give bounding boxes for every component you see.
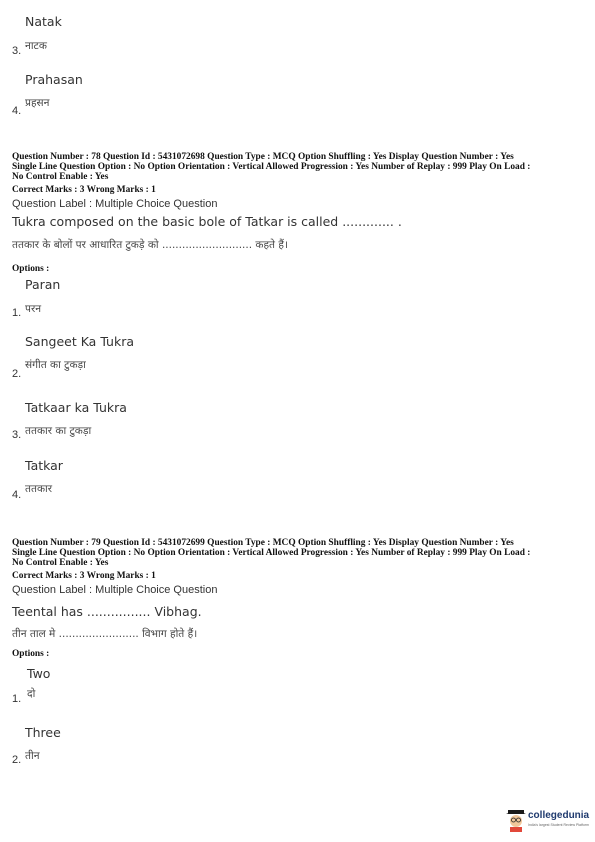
option-3-hindi: नाटक [25, 40, 47, 52]
q79-option-2-hindi: तीन [25, 750, 40, 762]
q79-meta-line1: Question Number : 79 Question Id : 5431072699 Question Type : MCQ Option Shuffling : Yes Display Question Number : Yes [12, 538, 514, 548]
q78-marks: Correct Marks : 3 Wrong Marks : 1 [12, 185, 156, 195]
option-4-number: 4. [12, 105, 22, 117]
q78-question-text-english: Tukra composed on the basic bole of Tatkar is called ............. . [12, 214, 402, 229]
option-3-english: Natak [25, 14, 62, 29]
q78-options-heading: Options : [12, 264, 50, 274]
q79-option-2-number[interactable]: 2. [12, 754, 22, 766]
q79-option-1-english: Two [27, 666, 51, 681]
q78-option-1-english: Paran [25, 277, 61, 292]
q79-options-heading: Options : [12, 649, 50, 659]
q78-option-4-hindi: ततकार [25, 483, 53, 495]
q79-option-1-number[interactable]: 1. [12, 693, 22, 705]
q79-meta-line3: No Control Enable : Yes [12, 558, 109, 568]
q78-question-text-hindi: ततकार के बोलों पर आधारित टुकड़े को ........................... कहते हैं। [12, 239, 288, 251]
q78-option-1-number[interactable]: 1. [12, 307, 22, 319]
q78-meta-line1: Question Number : 78 Question Id : 5431072698 Question Type : MCQ Option Shuffling : Yes Display Question Number : Yes [12, 152, 514, 162]
q78-option-3-english: Tatkaar ka Tukra [25, 400, 127, 415]
logo-tagline: India's largest Student Review Platform [528, 823, 589, 827]
q78-meta-line2: Single Line Question Option : No Option Orientation : Vertical Allowed Progression : Yes Number of Replay : 999 Play On Load : [12, 162, 531, 172]
q78-option-4-number[interactable]: 4. [12, 489, 22, 501]
q78-option-2-hindi: संगीत का टुकड़ा [25, 359, 86, 371]
option-3-number: 3. [12, 45, 22, 57]
q79-question-label: Question Label : Multiple Choice Question [12, 584, 218, 596]
q78-option-1-hindi: परन [25, 303, 42, 315]
q78-option-2-number[interactable]: 2. [12, 368, 22, 380]
collegedunia-logo [506, 808, 590, 834]
option-4-hindi: प्रहसन [25, 97, 50, 109]
q78-question-label: Question Label : Multiple Choice Question [12, 198, 218, 210]
q79-meta-line2: Single Line Question Option : No Option Orientation : Vertical Allowed Progression : Yes Number of Replay : 999 Play On Load : [12, 548, 531, 558]
q79-question-text-hindi: तीन ताल मे ........................ विभाग होते हैं। [12, 628, 198, 640]
mascot-icon [506, 808, 526, 832]
q78-option-3-hindi: ततकार का टुकड़ा [25, 425, 92, 437]
q78-option-2-english: Sangeet Ka Tukra [25, 334, 135, 349]
q78-meta-line3: No Control Enable : Yes [12, 172, 109, 182]
q78-option-3-number[interactable]: 3. [12, 429, 22, 441]
q78-option-4-english: Tatkar [25, 458, 63, 473]
q79-option-1-hindi: दो [27, 688, 36, 700]
option-4-english: Prahasan [25, 72, 83, 87]
q79-question-text-english: Teental has ................ Vibhag. [12, 604, 202, 619]
q79-marks: Correct Marks : 3 Wrong Marks : 1 [12, 571, 156, 581]
q79-option-2-english: Three [25, 725, 61, 740]
logo-name: collegedunia [528, 810, 590, 821]
